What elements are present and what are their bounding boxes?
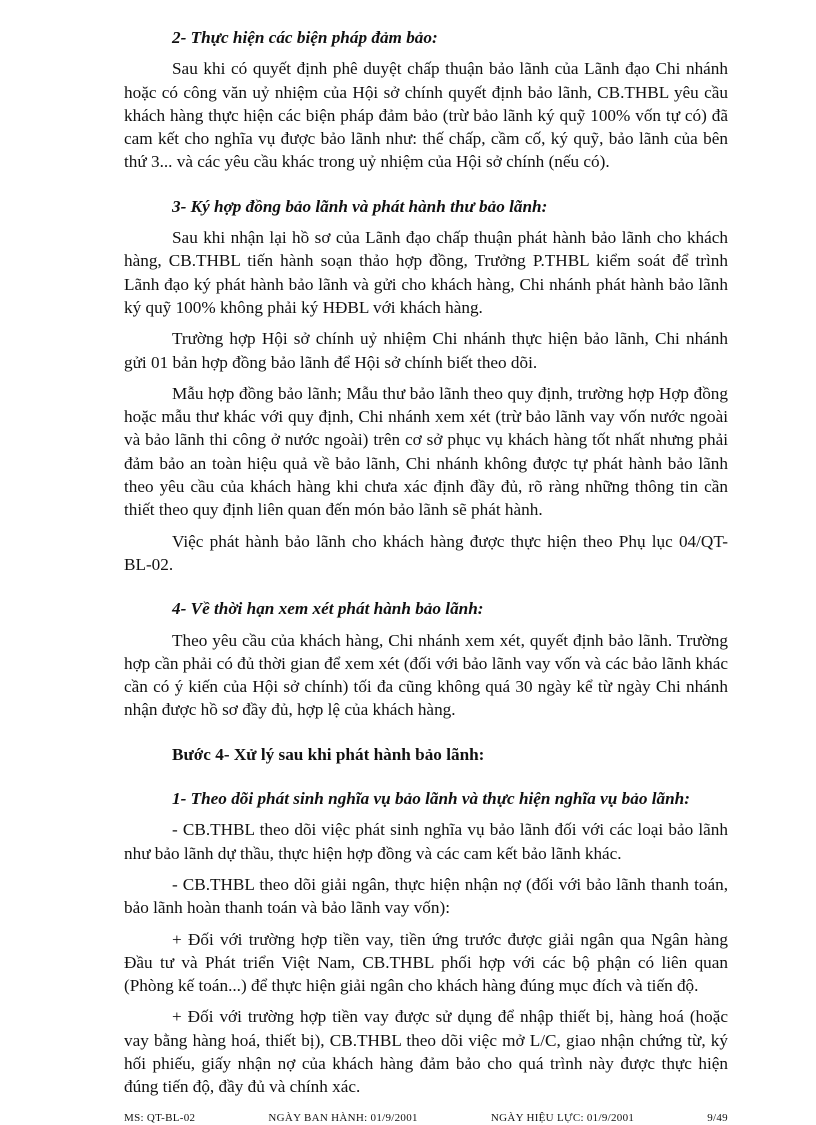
section-3-paragraph-3: Mẫu hợp đồng bảo lãnh; Mẫu thư bảo lãnh theo quy định, trường hợp Hợp đồng hoặc mẫu thư khác với quy định, Chi nhánh xem xét (trừ bảo lãnh vay vốn nước ngoài và bảo lãnh thi công ở nước ngoài) trên cơ sở phục vụ khách hàng tốt nhất nhưng phải đảm bảo an toàn hiệu quả về bảo lãnh, Chi nhánh không được tự phát hành bảo lãnh theo yêu cầu của khách hàng khi chưa xác định đầy đủ, rõ ràng những thông tin cần thiết theo quy định liên quan đến món bảo lãnh sẽ phát hành. <box>124 383 728 520</box>
section-3-paragraph-1: Sau khi nhận lại hồ sơ của Lãnh đạo chấp thuận phát hành bảo lãnh cho khách hàng, CB.THBL tiến hành soạn thảo hợp đồng, Trưởng P.THBL kiểm soát để trình Lãnh đạo ký phát hành bảo lãnh và gửi cho khách hàng, Chi nhánh phát hành bảo lãnh ký quỹ 100% không phải ký HĐBL với khách hàng. <box>124 228 728 317</box>
footer-effective-date: NGÀY HIỆU LỰC: 01/9/2001 <box>490 1112 635 1124</box>
section-3-paragraph-4: Việc phát hành bảo lãnh cho khách hàng được thực hiện theo Phụ lục 04/QT-BL-02. <box>124 531 728 574</box>
step-4-paragraph-4: + Đối với trường hợp tiền vay được sử dụng để nhập thiết bị, hàng hoá (hoặc vay bằng hàng hoá, thiết bị), CB.THBL theo dõi việc mở L/C, giao nhận chứng từ, ký hối phiếu, giấy nhận nợ của khách hàng đảm bảo cho quá trình này được thực hiện đúng tiến độ, đầy đủ và chính xác. <box>124 1007 728 1097</box>
section-2-paragraph-1: Sau khi có quyết định phê duyệt chấp thuận bảo lãnh của Lãnh đạo Chi nhánh hoặc có công văn uỷ nhiệm của Hội sở chính quyết định bảo lãnh, CB.THBL yêu cầu khách hàng thực hiện các biện pháp đảm bảo (trừ bảo lãnh ký quỹ 100% vốn tự có) đã cam kết cho nghĩa vụ được bảo lãnh như: thế chấp, cầm cố, ký quỹ, bảo lãnh của bên thứ 3... và các yêu cầu khác trong uỷ nhiệm của Hội sở chính (nếu có). <box>124 59 728 172</box>
section-4-heading: 4- Về thời hạn xem xét phát hành bảo lãnh: <box>172 599 484 619</box>
footer-document-code: MS: QT-BL-02 <box>124 1112 196 1124</box>
section-3-paragraph-2: Trường hợp Hội sở chính uỷ nhiệm Chi nhánh thực hiện bảo lãnh, Chi nhánh gửi 01 bản hợp đồng bảo lãnh để Hội sở chính biết theo dõi. <box>124 329 728 372</box>
step-4-subheading: 1- Theo dõi phát sinh nghĩa vụ bảo lãnh và thực hiện nghĩa vụ bảo lãnh: <box>172 789 690 809</box>
step-4-paragraph-2: - CB.THBL theo dõi giải ngân, thực hiện nhận nợ (đối với bảo lãnh thanh toán, bảo lãnh hoàn thanh toán và bảo lãnh vay vốn): <box>124 874 728 918</box>
section-2-heading: 2- Thực hiện các biện pháp đảm bảo: <box>172 28 438 47</box>
page-content <box>124 26 728 1099</box>
section-3-heading: 3- Ký hợp đồng bảo lãnh và phát hành thư bảo lãnh: <box>172 196 548 216</box>
step-4-heading: Bước 4- Xử lý sau khi phát hành bảo lãnh: <box>172 744 485 764</box>
step-4-paragraph-3: + Đối với trường hợp tiền vay, tiền ứng trước được giải ngân qua Ngân hàng Đầu tư và Phát triển Việt Nam, CB.THBL phối hợp với các bộ phận có liên quan (Phòng kế toán...) để thực hiện giải ngân cho khách hàng đúng mục đích và tiến độ. <box>124 929 728 996</box>
step-4-paragraph-1: - CB.THBL theo dõi việc phát sinh nghĩa vụ bảo lãnh đối với các loại bảo lãnh như bảo lãnh dự thầu, thực hiện hợp đồng và các cam kết bảo lãnh khác. <box>124 820 728 863</box>
section-4-paragraph-1: Theo yêu cầu của khách hàng, Chi nhánh xem xét, quyết định bảo lãnh. Trường hợp cần phải có đủ thời gian để xem xét (đối với bảo lãnh vay vốn và các bảo lãnh khác cần có ý kiến của Hội sở chính) tối đa cũng không quá 30 ngày kể từ ngày Chi nhánh nhận được hồ sơ đầy đủ, hợp lệ của khách hàng. <box>124 630 728 720</box>
footer-issue-date: NGÀY BAN HÀNH: 01/9/2001 <box>268 1112 418 1124</box>
footer-page-number: 9/49 <box>707 1112 728 1124</box>
